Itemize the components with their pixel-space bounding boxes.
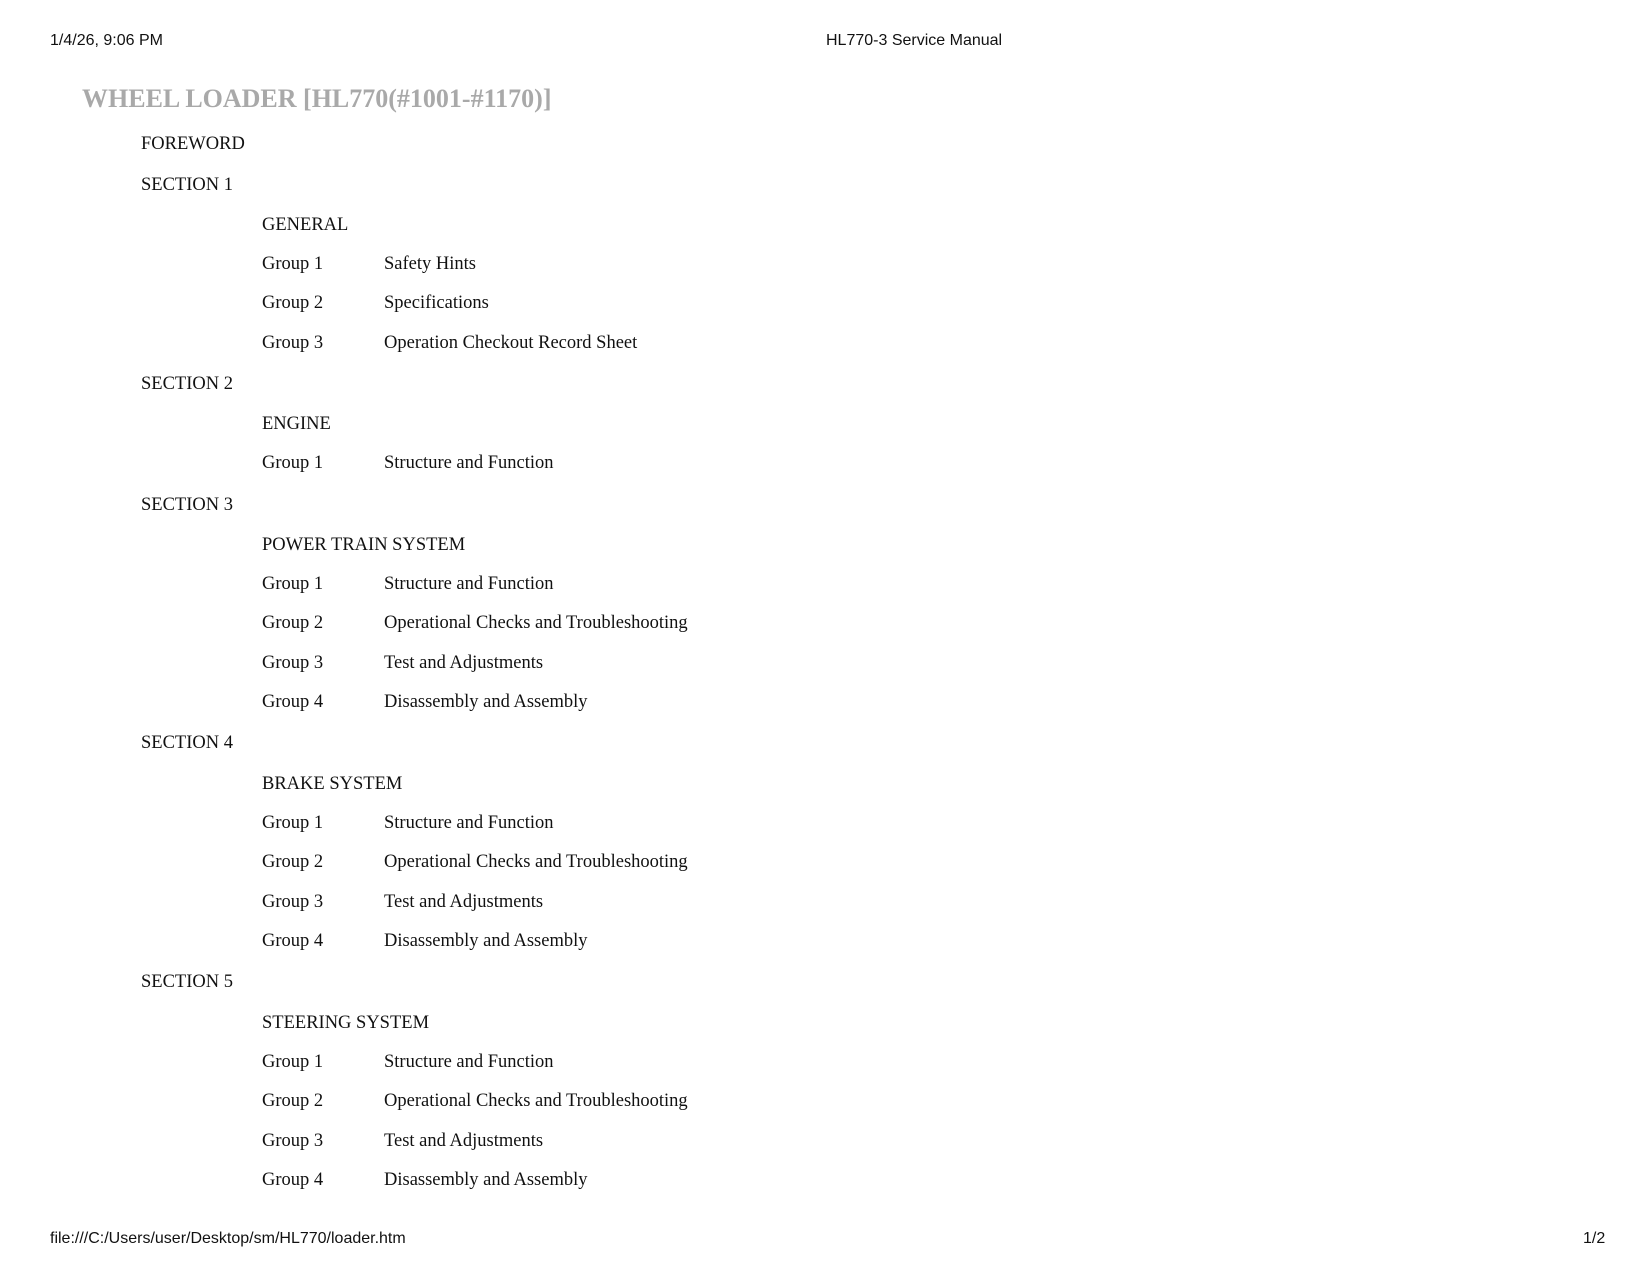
toc-system-power-train[interactable]: POWER TRAIN SYSTEM bbox=[262, 535, 466, 555]
toc-group-link[interactable]: Operational Checks and Troubleshooting bbox=[384, 852, 688, 872]
toc-section-1[interactable]: SECTION 1 bbox=[141, 175, 233, 195]
print-file-url: file:///C:/Users/user/Desktop/sm/HL770/loader.htm bbox=[50, 1230, 406, 1247]
toc-group-label: Group 2 bbox=[262, 1091, 324, 1111]
toc-group-label: Group 3 bbox=[262, 892, 324, 912]
toc-group-link[interactable]: Safety Hints bbox=[384, 254, 476, 274]
toc-group-link[interactable]: Operational Checks and Troubleshooting bbox=[384, 613, 688, 633]
toc-link-foreword[interactable]: FOREWORD bbox=[141, 134, 245, 154]
toc-system-general[interactable]: GENERAL bbox=[262, 215, 349, 235]
toc-group-label: Group 1 bbox=[262, 574, 324, 594]
print-date: 1/4/26, 9:06 PM bbox=[50, 32, 163, 49]
toc-group-label: Group 2 bbox=[262, 293, 324, 313]
toc-group-link[interactable]: Specifications bbox=[384, 293, 489, 313]
toc-system-steering[interactable]: STEERING SYSTEM bbox=[262, 1013, 430, 1033]
toc-group-label: Group 4 bbox=[262, 931, 324, 951]
print-page-title: HL770-3 Service Manual bbox=[826, 32, 1003, 49]
toc-group-link[interactable]: Structure and Function bbox=[384, 1052, 554, 1072]
toc-group-link[interactable]: Test and Adjustments bbox=[384, 892, 544, 912]
toc-group-label: Group 3 bbox=[262, 1131, 324, 1151]
toc-group-label: Group 3 bbox=[262, 333, 324, 353]
print-page-number: 1/2 bbox=[1583, 1230, 1606, 1247]
toc-group-label: Group 1 bbox=[262, 453, 324, 473]
toc-group-label: Group 4 bbox=[262, 1170, 324, 1190]
toc-group-link[interactable]: Operation Checkout Record Sheet bbox=[384, 333, 638, 353]
toc-group-link[interactable]: Structure and Function bbox=[384, 813, 554, 833]
toc-group-label: Group 4 bbox=[262, 692, 324, 712]
toc-group-label: Group 1 bbox=[262, 1052, 324, 1072]
toc-system-engine[interactable]: ENGINE bbox=[262, 414, 331, 434]
toc-group-link[interactable]: Structure and Function bbox=[384, 574, 554, 594]
toc-group-label: Group 2 bbox=[262, 613, 324, 633]
toc-group-label: Group 2 bbox=[262, 852, 324, 872]
toc-group-link[interactable]: Operational Checks and Troubleshooting bbox=[384, 1091, 688, 1111]
toc-system-brake[interactable]: BRAKE SYSTEM bbox=[262, 774, 403, 794]
document-title: WHEEL LOADER [HL770(#1001-#1170)] bbox=[82, 84, 552, 113]
toc-group-link[interactable]: Disassembly and Assembly bbox=[384, 692, 588, 712]
toc-group-link[interactable]: Disassembly and Assembly bbox=[384, 1170, 588, 1190]
toc-section-4[interactable]: SECTION 4 bbox=[141, 733, 233, 753]
toc-group-label: Group 3 bbox=[262, 653, 324, 673]
toc-section-3[interactable]: SECTION 3 bbox=[141, 495, 233, 515]
toc-section-2[interactable]: SECTION 2 bbox=[141, 374, 233, 394]
toc-group-label: Group 1 bbox=[262, 813, 324, 833]
toc-group-link[interactable]: Disassembly and Assembly bbox=[384, 931, 588, 951]
toc-group-link[interactable]: Test and Adjustments bbox=[384, 653, 544, 673]
toc-group-link[interactable]: Structure and Function bbox=[384, 453, 554, 473]
toc-group-label: Group 1 bbox=[262, 254, 324, 274]
toc-section-5[interactable]: SECTION 5 bbox=[141, 972, 233, 992]
toc-group-link[interactable]: Test and Adjustments bbox=[384, 1131, 544, 1151]
